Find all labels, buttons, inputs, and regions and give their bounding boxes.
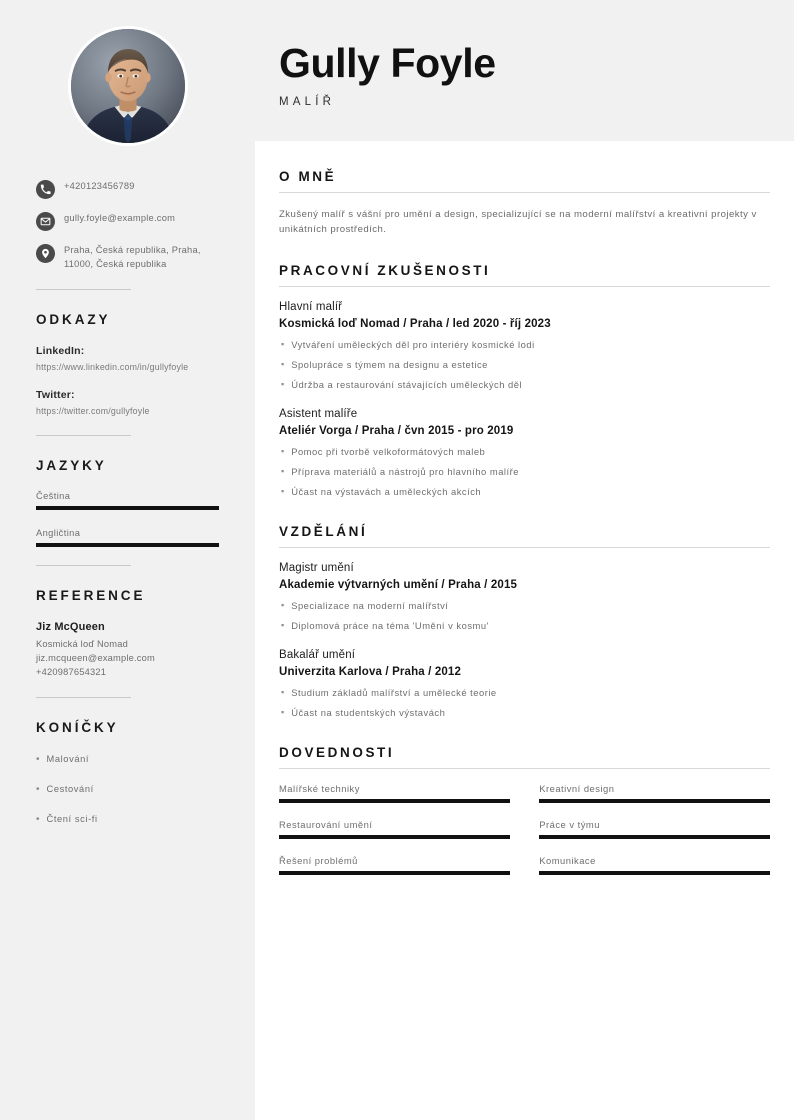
hobby-list-item <box>36 753 219 766</box>
bullet-text: Údržba a restaurování stávajících uměleckých děl <box>291 379 523 390</box>
contact-email-text: gully.foyle@example.com <box>64 213 176 223</box>
main-content <box>255 0 794 1120</box>
contact-list <box>36 179 219 271</box>
language-item-cestina <box>36 491 219 510</box>
bullet-icon: • <box>36 754 40 765</box>
education-bullets <box>279 599 770 632</box>
language-name: Čeština <box>36 491 71 501</box>
phone-icon <box>36 180 55 199</box>
bullet-icon: ▪ <box>281 620 285 630</box>
language-level-fill <box>36 543 219 547</box>
bullet-row <box>279 358 770 371</box>
skill-level-fill <box>539 799 770 803</box>
section-rule <box>279 286 770 287</box>
bullet-icon: • <box>36 814 40 825</box>
sidebar-section-hobbies <box>36 720 219 826</box>
linkedin-label: LinkedIn: <box>36 345 85 357</box>
languages-heading: JAZYKY <box>36 458 107 473</box>
language-item-anglictina <box>36 528 219 547</box>
experience-role: Hlavní malíř <box>279 301 343 313</box>
language-level-track <box>36 506 219 510</box>
skill-level-fill <box>279 835 510 839</box>
avatar <box>68 26 188 146</box>
bullet-text: Příprava materiálů a nástrojů pro hlavního malíře <box>291 466 519 477</box>
skill-item <box>279 855 510 875</box>
contact-address-text: Praha, Česká republika, Praha, 11000, Česká republika <box>64 245 201 269</box>
about-heading: O MNĚ <box>279 169 337 184</box>
main-body <box>255 141 794 891</box>
contact-row-address[interactable] <box>36 243 219 271</box>
sidebar <box>0 0 255 1120</box>
language-name: Angličtina <box>36 528 81 538</box>
hobbies-heading: KONÍČKY <box>36 720 119 735</box>
skill-level-track <box>279 799 510 803</box>
profile-photo-illustration <box>71 29 185 143</box>
education-bullets <box>279 686 770 719</box>
skill-item <box>539 783 770 803</box>
bullet-icon: ▪ <box>281 339 285 349</box>
bullet-row <box>279 706 770 719</box>
link-item-linkedin[interactable] <box>36 345 219 374</box>
section-experience <box>279 263 770 498</box>
sidebar-section-languages <box>36 458 219 547</box>
envelope-icon <box>36 212 55 231</box>
reference-email[interactable]: jiz.mcqueen@example.com <box>36 653 155 663</box>
twitter-label: Twitter: <box>36 388 75 401</box>
about-text: Zkušený malíř s vášní pro umění a design, specializující se na moderní malířství a kreativní projekty v unikátních prostředích. <box>279 209 757 235</box>
bullet-icon: ▪ <box>281 379 285 389</box>
experience-bullets <box>279 445 770 498</box>
bullet-row <box>279 485 770 498</box>
bullet-text: Účast na výstavách a uměleckých akcích <box>291 486 482 497</box>
bullet-text: Studium základů malířství a umělecké teorie <box>291 687 497 698</box>
skill-label: Restaurování umění <box>279 819 373 830</box>
experience-heading: PRACOVNÍ ZKUŠENOSTI <box>279 263 491 278</box>
bullet-icon: ▪ <box>281 600 285 610</box>
linkedin-url[interactable]: https://www.linkedin.com/in/gullyfoyle <box>36 362 189 372</box>
sidebar-divider-2 <box>36 435 131 436</box>
experience-entry <box>279 301 770 391</box>
bullet-icon: ▪ <box>281 446 285 456</box>
resume-header <box>255 0 794 141</box>
hobby-label: Cestování <box>46 784 94 794</box>
skill-level-track <box>279 871 510 875</box>
skill-level-fill <box>279 871 510 875</box>
sidebar-divider-4 <box>36 697 131 698</box>
links-heading: ODKAZY <box>36 312 111 327</box>
job-title: MALÍŘ <box>279 96 336 108</box>
skill-level-fill <box>539 871 770 875</box>
skill-level-fill <box>279 799 510 803</box>
bullet-row <box>279 465 770 478</box>
skill-item <box>279 819 510 839</box>
skill-label: Malířské techniky <box>279 783 360 794</box>
skill-level-track <box>279 835 510 839</box>
sidebar-section-reference <box>36 588 219 679</box>
skill-level-track <box>539 871 770 875</box>
education-meta: Akademie výtvarných umění / Praha / 2015 <box>279 579 518 591</box>
hobby-label: Čtení sci-fi <box>46 814 98 824</box>
experience-meta: Kosmická loď Nomad / Praha / led 2020 - říj 2023 <box>279 318 551 330</box>
skill-level-fill <box>539 835 770 839</box>
experience-role: Asistent malíře <box>279 408 358 420</box>
bullet-icon: • <box>36 784 40 795</box>
bullet-row <box>279 338 770 351</box>
skills-heading: DOVEDNOSTI <box>279 745 395 760</box>
twitter-url[interactable]: https://twitter.com/gullyfoyle <box>36 405 150 416</box>
education-degree: Bakalář umění <box>279 649 356 661</box>
bullet-icon: ▪ <box>281 707 285 717</box>
page-title: Gully Foyle <box>279 40 496 86</box>
skills-grid <box>279 783 770 891</box>
hobby-label: Malování <box>46 754 90 764</box>
bullet-text: Spolupráce s týmem na designu a estetice <box>291 359 488 370</box>
bullet-row <box>279 599 770 612</box>
contact-row-email[interactable] <box>36 211 219 231</box>
education-meta: Univerzita Karlova / Praha / 2012 <box>279 666 462 678</box>
section-rule <box>279 192 770 193</box>
hobby-list-item <box>36 783 219 796</box>
education-entry <box>279 649 770 719</box>
bullet-icon: ▪ <box>281 466 285 476</box>
hobby-list-item <box>36 813 219 826</box>
bullet-text: Diplomová práce na téma 'Umění v kosmu' <box>291 620 489 631</box>
skill-label: Kreativní design <box>539 783 615 794</box>
bullet-icon: ▪ <box>281 687 285 697</box>
education-degree: Magistr umění <box>279 562 354 574</box>
education-entry <box>279 562 770 632</box>
sidebar-divider-1 <box>36 289 131 290</box>
language-level-fill <box>36 506 219 510</box>
reference-phone[interactable]: +420987654321 <box>36 667 107 677</box>
skill-item <box>539 819 770 839</box>
skill-label: Řešení problémů <box>279 855 358 866</box>
skill-label: Práce v týmu <box>539 819 600 830</box>
experience-entry <box>279 408 770 498</box>
section-education <box>279 524 770 719</box>
bullet-text: Specializace na moderní malířství <box>291 600 449 611</box>
bullet-text: Pomoc při tvorbě velkoformátových maleb <box>291 446 486 457</box>
skill-item <box>279 783 510 803</box>
bullet-text: Vytváření uměleckých děl pro interiéry kosmické lodi <box>291 339 535 350</box>
reference-company: Kosmická loď Nomad <box>36 639 128 649</box>
location-pin-icon <box>36 244 55 263</box>
education-heading: VZDĚLÁNÍ <box>279 524 368 539</box>
skill-item <box>539 855 770 875</box>
skill-label: Komunikace <box>539 855 596 866</box>
sidebar-section-links <box>36 312 219 417</box>
bullet-text: Účast na studentských výstavách <box>291 707 446 718</box>
bullet-row <box>279 619 770 632</box>
contact-row-phone[interactable] <box>36 179 219 199</box>
section-rule <box>279 768 770 769</box>
section-rule <box>279 547 770 548</box>
contact-phone-text: +420123456789 <box>64 181 135 191</box>
section-about <box>279 169 770 237</box>
link-item-twitter[interactable] <box>36 389 219 418</box>
bullet-icon: ▪ <box>281 359 285 369</box>
bullet-icon: ▪ <box>281 486 285 496</box>
reference-heading: REFERENCE <box>36 588 146 603</box>
bullet-row <box>279 445 770 458</box>
skill-level-track <box>539 835 770 839</box>
sidebar-divider-3 <box>36 565 131 566</box>
language-level-track <box>36 543 219 547</box>
bullet-row <box>279 378 770 391</box>
section-skills <box>279 745 770 891</box>
skill-level-track <box>539 799 770 803</box>
avatar-container <box>36 26 219 146</box>
experience-bullets <box>279 338 770 391</box>
reference-name: Jiz McQueen <box>36 621 105 633</box>
experience-meta: Ateliér Vorga / Praha / čvn 2015 - pro 2019 <box>279 425 514 437</box>
bullet-row <box>279 686 770 699</box>
